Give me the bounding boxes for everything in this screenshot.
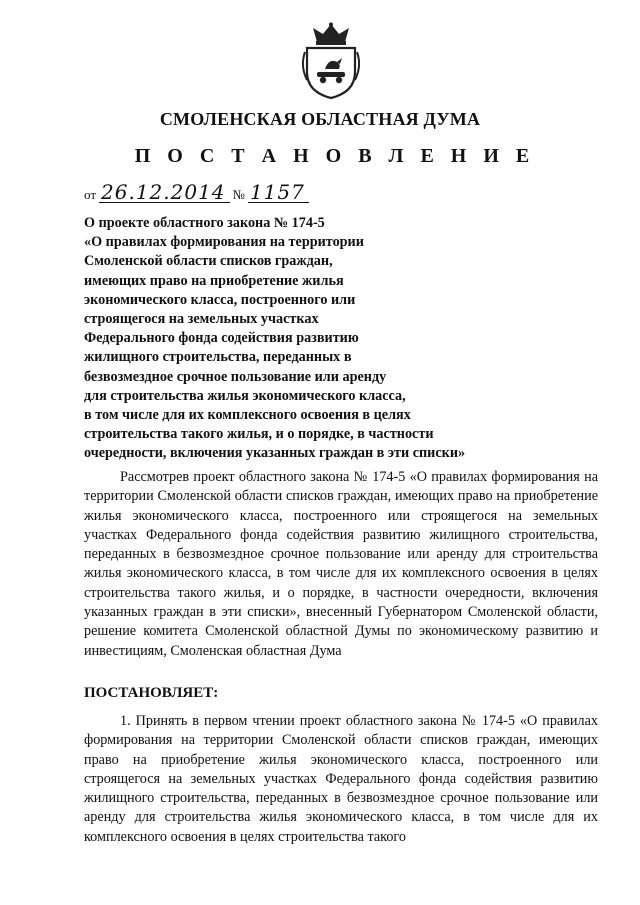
date-prefix: от (84, 187, 97, 202)
subject-line: строящегося на земельных участках (84, 311, 319, 328)
subject-line: «О правилах формирования на территории (84, 234, 364, 251)
subject-line: в том числе для их комплексного освоения в целях (84, 407, 411, 424)
date-number-line (84, 177, 309, 203)
subject-line: строительства такого жилья, и о порядке, в частности (84, 426, 434, 443)
subject-line: имеющих право на приобретение жилья (84, 272, 344, 289)
subject-line: для строительства жилья экономического класса, (84, 387, 406, 404)
subject-line: безвозмездное срочное пользование или аренду (84, 368, 387, 385)
number-field: 1157 (248, 182, 309, 203)
date-field: 26.12.2014 (99, 182, 230, 203)
subject-line: Смоленской области списков граждан, (84, 253, 333, 270)
preamble-paragraph: Рассмотрев проект областного закона № 174-5 «О правилах формирования на территории Смоленской области списков граждан, имеющих право на приобретение жилья экономического класса, построенного или строящегося на земельных участках Федерального фонда содействия развитию жилищного строительства, переданных в безвозмездное срочное пользование или аренду для строительства жилья экономического класса, в том числе для их комплексного освоения в целях строительства такого жилья, и о порядке, в частности очередности, включения указанных граждан в эти списки», внесенный Губернатором Смоленской области, решение комитета Смоленской областной Думы по экономическому развитию и инвестициям, Смоленская областная Дума (84, 469, 598, 659)
subject-heading (84, 214, 524, 464)
subject-line: экономического класса, построенного или (84, 291, 356, 308)
document-type: П О С Т А Н О В Л Е Н И Е (134, 145, 536, 167)
subject-line: жилищного строительства, переданных в (84, 349, 352, 366)
coat-of-arms-emblem (299, 22, 363, 100)
item-1-paragraph: 1. Принять в первом чтении проект областного закона № 174-5 «О правилах формирования на территории Смоленской области списков граждан, имеющих право на приобретение жилья экономического класса, построенного или строящегося на земельных участках Федерального фонда содействия развитию жилищного строительства, переданных в безвозмездное срочное пользование или аренду для строительства жилья экономического класса, в том числе для их комплексного освоения в целях строительства такого (84, 713, 598, 845)
subject-line: О проекте областного закона № 174-5 (84, 215, 325, 231)
decree-heading: ПОСТАНОВЛЯЕТ: (84, 685, 219, 701)
subject-line: очередности, включения указанных граждан в эти списки» (84, 445, 466, 462)
number-prefix: № (232, 187, 245, 202)
organization-title: СМОЛЕНСКАЯ ОБЛАСТНАЯ ДУМА (159, 109, 481, 129)
subject-line: Федерального фонда содействия развитию (84, 330, 359, 347)
